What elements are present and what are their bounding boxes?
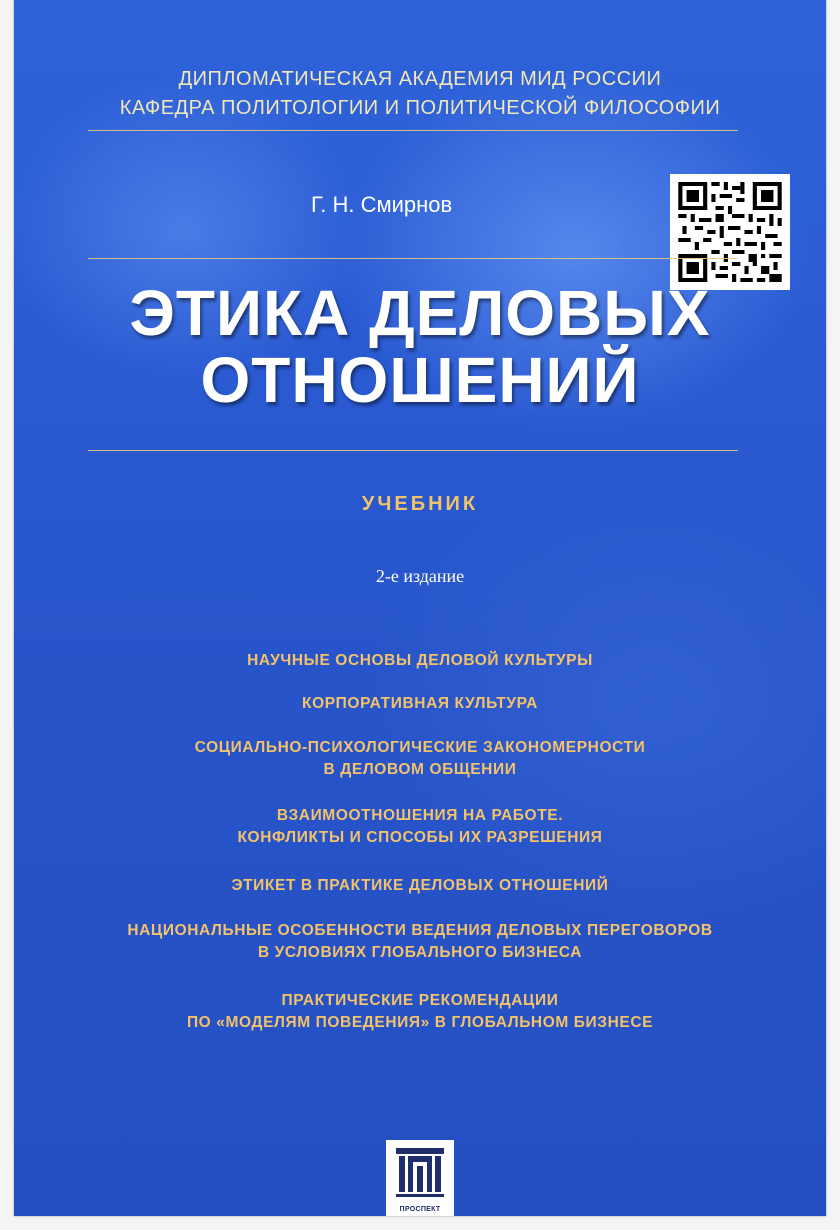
topic-item-3 bbox=[14, 737, 826, 781]
topic-item-4-line-2: КОНФЛИКТЫ И СПОСОБЫ ИХ РАЗРЕШЕНИЯ bbox=[237, 829, 603, 846]
book-title-line-2: ОТНОШЕНИЙ bbox=[200, 344, 640, 416]
top-divider bbox=[88, 130, 738, 131]
topic-item-6 bbox=[14, 920, 826, 964]
title-bottom-divider bbox=[88, 450, 738, 451]
topic-item-2 bbox=[14, 693, 826, 715]
book-cover bbox=[14, 0, 826, 1216]
prospekt-logo-icon bbox=[386, 1140, 454, 1216]
author-name: Г. Н. Смирнов bbox=[311, 192, 453, 217]
institution-line-1: ДИПЛОМАТИЧЕСКАЯ АКАДЕМИЯ МИД РОССИИ bbox=[178, 68, 662, 90]
topic-item-1-line-1: НАУЧНЫЕ ОСНОВЫ ДЕЛОВОЙ КУЛЬТУРЫ bbox=[247, 652, 593, 669]
book-title-line-1: ЭТИКА ДЕЛОВЫХ bbox=[129, 277, 711, 349]
title-top-divider bbox=[88, 258, 738, 259]
topic-item-3-line-1: СОЦИАЛЬНО-ПСИХОЛОГИЧЕСКИЕ ЗАКОНОМЕРНОСТИ bbox=[194, 739, 646, 756]
institution-line-2: КАФЕДРА ПОЛИТОЛОГИИ И ПОЛИТИЧЕСКОЙ ФИЛОСОФИИ bbox=[119, 97, 721, 119]
topic-item-4 bbox=[14, 805, 826, 849]
topic-item-5-line-1: ЭТИКЕТ В ПРАКТИКЕ ДЕЛОВЫХ ОТНОШЕНИЙ bbox=[231, 877, 609, 894]
topic-item-7-line-1: ПРАКТИЧЕСКИЕ РЕКОМЕНДАЦИИ bbox=[281, 992, 559, 1009]
topic-item-4-line-1: ВЗАИМООТНОШЕНИЯ НА РАБОТЕ. bbox=[276, 807, 564, 824]
topic-item-6-line-1: НАЦИОНАЛЬНЫЕ ОСОБЕННОСТИ ВЕДЕНИЯ ДЕЛОВЫХ ПЕРЕГОВОРОВ bbox=[127, 922, 713, 939]
book-type-label: УЧЕБНИК bbox=[361, 493, 479, 515]
topic-item-7-line-2: ПО «МОДЕЛЯМ ПОВЕДЕНИЯ» В ГЛОБАЛЬНОМ БИЗНЕСЕ bbox=[186, 1014, 654, 1031]
qr-code-icon bbox=[670, 174, 790, 290]
topic-item-7 bbox=[14, 990, 826, 1034]
topic-item-6-line-2: В УСЛОВИЯХ ГЛОБАЛЬНОГО БИЗНЕСА bbox=[257, 944, 582, 961]
edition-label: 2-е издание bbox=[375, 566, 465, 586]
topic-item-1 bbox=[14, 650, 826, 672]
topic-item-3-line-2: В ДЕЛОВОМ ОБЩЕНИИ bbox=[323, 761, 517, 778]
topic-item-2-line-1: КОРПОРАТИВНАЯ КУЛЬТУРА bbox=[302, 695, 538, 712]
publisher-name: ПРОСПЕКТ bbox=[399, 1206, 441, 1213]
topic-item-5 bbox=[14, 875, 826, 897]
